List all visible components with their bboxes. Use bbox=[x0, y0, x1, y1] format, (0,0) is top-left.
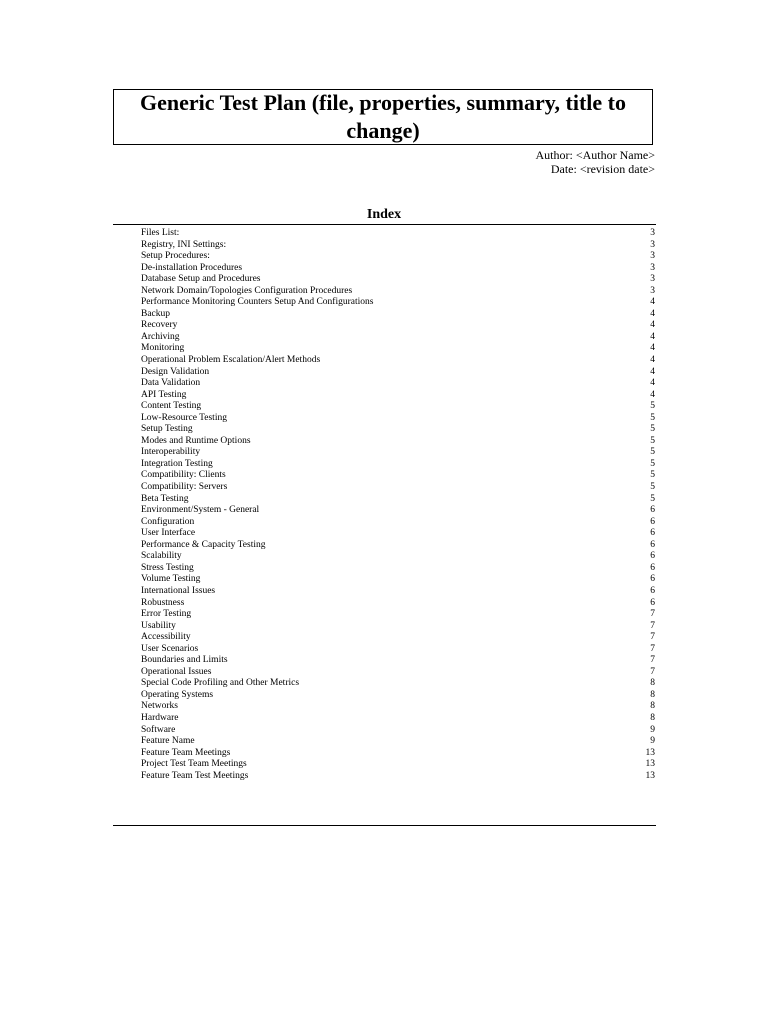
date-line: Date: <revision date> bbox=[550, 162, 655, 176]
index-entry[interactable] bbox=[141, 297, 655, 309]
index-entry-page: 5 bbox=[650, 401, 655, 412]
index-entry-label: Setup Testing bbox=[141, 424, 193, 435]
index-entry-page: 3 bbox=[650, 285, 655, 296]
index-entry-label: Setup Procedures: bbox=[141, 251, 210, 262]
index-entry-label: Special Code Profiling and Other Metrics bbox=[141, 678, 300, 689]
index-entry[interactable] bbox=[141, 459, 655, 471]
index-entry-label: Backup bbox=[141, 308, 171, 319]
index-entry-page: 5 bbox=[650, 447, 655, 458]
index-entry-page: 4 bbox=[650, 366, 655, 377]
index-entry-page: 5 bbox=[650, 412, 655, 423]
index-entry[interactable] bbox=[141, 667, 655, 679]
index-entry-label: Environment/System - General bbox=[141, 505, 260, 516]
index-entry-page: 4 bbox=[650, 355, 655, 366]
index-entry-page: 3 bbox=[650, 228, 655, 238]
index-entry[interactable] bbox=[141, 771, 655, 783]
index-entry[interactable] bbox=[141, 390, 655, 402]
index-entry[interactable] bbox=[141, 367, 655, 379]
index-entry-label: Feature Name bbox=[141, 736, 195, 747]
index-top-rule bbox=[113, 224, 656, 225]
index-entry-page: 4 bbox=[650, 331, 655, 342]
index-entry[interactable] bbox=[141, 574, 655, 586]
index-entry[interactable] bbox=[141, 759, 655, 771]
index-entry-page: 4 bbox=[650, 320, 655, 331]
index-entry-page: 8 bbox=[650, 712, 655, 723]
index-entry[interactable] bbox=[141, 609, 655, 621]
index-entry[interactable] bbox=[141, 528, 655, 540]
index-bottom-rule bbox=[113, 825, 656, 826]
index-entry-label: User Interface bbox=[141, 528, 196, 539]
index-entry-page: 3 bbox=[650, 262, 655, 273]
index-entry[interactable] bbox=[141, 320, 655, 332]
index-entry-label: Feature Team Meetings bbox=[141, 747, 231, 758]
index-entry-label: Integration Testing bbox=[141, 458, 213, 469]
index-entry-label: Content Testing bbox=[141, 401, 202, 412]
index-entry-page: 6 bbox=[650, 574, 655, 585]
index-entry-page: 7 bbox=[650, 643, 655, 654]
index-entry-page: 9 bbox=[650, 724, 655, 735]
index-entry-page: 13 bbox=[645, 747, 655, 758]
document-title: Generic Test Plan (file, properties, summary, title to change) bbox=[140, 90, 626, 143]
title-box bbox=[113, 89, 653, 145]
index-entry-page: 6 bbox=[650, 528, 655, 539]
index-entry-page: 8 bbox=[650, 689, 655, 700]
index-entry-page: 13 bbox=[645, 759, 655, 770]
index-entry-page: 7 bbox=[650, 609, 655, 620]
index-entry-label: Stress Testing bbox=[141, 562, 194, 573]
index-entry-label: Compatibility: Clients bbox=[141, 470, 226, 481]
index-entry[interactable] bbox=[141, 378, 655, 390]
index-entry-label: Hardware bbox=[141, 712, 179, 723]
index-entry-label: Files List: bbox=[141, 228, 180, 238]
index-entry[interactable] bbox=[141, 632, 655, 644]
index-entry-page: 3 bbox=[650, 274, 655, 285]
index-entry-label: International Issues bbox=[141, 585, 216, 596]
index-entry-page: 5 bbox=[650, 424, 655, 435]
index-entry-label: Usability bbox=[141, 620, 176, 631]
index-entry-page: 8 bbox=[650, 701, 655, 712]
index-entry[interactable] bbox=[141, 713, 655, 725]
index-entry[interactable] bbox=[141, 355, 655, 367]
index-entry-label: Low-Resource Testing bbox=[141, 412, 227, 423]
index-entry-page: 4 bbox=[650, 389, 655, 400]
index-entry[interactable] bbox=[141, 274, 655, 286]
index-entry-page: 6 bbox=[650, 505, 655, 516]
index-entry-page: 7 bbox=[650, 655, 655, 666]
index-entry-page: 3 bbox=[650, 251, 655, 262]
index-entry-page: 9 bbox=[650, 736, 655, 747]
index-entry[interactable] bbox=[141, 286, 655, 298]
index-entry-page: 5 bbox=[650, 435, 655, 446]
index-entry-page: 5 bbox=[650, 482, 655, 493]
index-entry-label: Accessibility bbox=[141, 632, 191, 643]
index-entry-label: Network Domain/Topologies Configuration Procedures bbox=[141, 285, 353, 296]
index-entry[interactable] bbox=[141, 586, 655, 598]
index-entry[interactable] bbox=[141, 551, 655, 563]
index-entry-label: API Testing bbox=[141, 389, 187, 400]
index-entry-label: Design Validation bbox=[141, 366, 210, 377]
index-entry-label: Modes and Runtime Options bbox=[141, 435, 251, 446]
index-entry-label: User Scenarios bbox=[141, 643, 199, 654]
index-entry-label: Configuration bbox=[141, 516, 195, 527]
index-entry[interactable] bbox=[141, 436, 655, 448]
index-entry[interactable] bbox=[141, 505, 655, 517]
index-entry[interactable] bbox=[141, 655, 655, 667]
index-entry[interactable] bbox=[141, 424, 655, 436]
index-entry[interactable] bbox=[141, 413, 655, 425]
index-entry-label: Recovery bbox=[141, 320, 178, 331]
index-entry[interactable] bbox=[141, 644, 655, 656]
index-entry-label: Networks bbox=[141, 701, 178, 712]
index-entry[interactable] bbox=[141, 621, 655, 633]
index-entry[interactable] bbox=[141, 470, 655, 482]
index-entry[interactable] bbox=[141, 401, 655, 413]
index-entry-page: 6 bbox=[650, 551, 655, 562]
index-entry-page: 6 bbox=[650, 516, 655, 527]
index-entry[interactable] bbox=[141, 725, 655, 737]
index-entry-page: 4 bbox=[650, 343, 655, 354]
index-entry[interactable] bbox=[141, 517, 655, 529]
index-entry-label: Robustness bbox=[141, 597, 185, 608]
index-entry-label: Data Validation bbox=[141, 378, 201, 389]
index-entry[interactable] bbox=[141, 748, 655, 760]
index-entry-label: De-installation Procedures bbox=[141, 262, 243, 273]
index-entry-page: 4 bbox=[650, 308, 655, 319]
index-entry-label: Archiving bbox=[141, 331, 180, 342]
index-entry[interactable] bbox=[141, 251, 655, 263]
index-entry-page: 6 bbox=[650, 562, 655, 573]
index-entry-page: 6 bbox=[650, 597, 655, 608]
index-entry-label: Interoperability bbox=[141, 447, 201, 458]
index-entry-label: Project Test Team Meetings bbox=[141, 759, 247, 770]
index-entry-page: 5 bbox=[650, 470, 655, 481]
index-entry[interactable] bbox=[141, 332, 655, 344]
index-entry-label: Performance & Capacity Testing bbox=[141, 539, 266, 550]
index-entry[interactable] bbox=[141, 678, 655, 690]
index-entry-page: 7 bbox=[650, 632, 655, 643]
index-entry-page: 3 bbox=[650, 239, 655, 250]
index-entry[interactable] bbox=[141, 540, 655, 552]
index-entry[interactable] bbox=[141, 690, 655, 702]
index-entry-page: 6 bbox=[650, 585, 655, 596]
index-entry-page: 4 bbox=[650, 297, 655, 308]
index-entry-label: Beta Testing bbox=[141, 493, 189, 504]
index-entry-label: Scalability bbox=[141, 551, 182, 562]
index-entry[interactable] bbox=[141, 309, 655, 321]
index-entry-label: Operational Issues bbox=[141, 666, 212, 677]
index-entry[interactable] bbox=[141, 447, 655, 459]
index-entry-label: Operational Problem Escalation/Alert Methods bbox=[141, 355, 321, 366]
index-entry[interactable] bbox=[141, 482, 655, 494]
index-entry[interactable] bbox=[141, 343, 655, 355]
index-entry[interactable] bbox=[141, 240, 655, 252]
index-entry[interactable] bbox=[141, 494, 655, 506]
index-entry[interactable] bbox=[141, 736, 655, 748]
index-entry-page: 8 bbox=[650, 678, 655, 689]
index-entry-label: Feature Team Test Meetings bbox=[141, 770, 249, 781]
index-entry-label: Software bbox=[141, 724, 176, 735]
author-line: Author: <Author Name> bbox=[535, 148, 655, 162]
index-list bbox=[141, 228, 655, 782]
index-entry-label: Performance Monitoring Counters Setup And Configurations bbox=[141, 297, 374, 308]
index-entry[interactable] bbox=[141, 228, 655, 240]
index-entry[interactable] bbox=[141, 263, 655, 275]
index-entry-page: 13 bbox=[645, 770, 655, 781]
index-entry-page: 5 bbox=[650, 458, 655, 469]
index-entry-label: Database Setup and Procedures bbox=[141, 274, 261, 285]
index-entry-label: Monitoring bbox=[141, 343, 185, 354]
index-entry-label: Volume Testing bbox=[141, 574, 201, 585]
index-entry-page: 4 bbox=[650, 378, 655, 389]
index-entry-page: 5 bbox=[650, 493, 655, 504]
index-heading: Index bbox=[366, 207, 402, 222]
index-entry-label: Error Testing bbox=[141, 609, 192, 620]
index-entry[interactable] bbox=[141, 563, 655, 575]
index-entry-page: 6 bbox=[650, 539, 655, 550]
index-entry-label: Registry, INI Settings: bbox=[141, 239, 227, 250]
index-entry-label: Compatibility: Servers bbox=[141, 482, 228, 493]
index-entry[interactable] bbox=[141, 701, 655, 713]
index-entry-label: Operating Systems bbox=[141, 689, 214, 700]
index-entry[interactable] bbox=[141, 598, 655, 610]
index-entry-label: Boundaries and Limits bbox=[141, 655, 228, 666]
index-entry-page: 7 bbox=[650, 666, 655, 677]
index-entry-page: 7 bbox=[650, 620, 655, 631]
